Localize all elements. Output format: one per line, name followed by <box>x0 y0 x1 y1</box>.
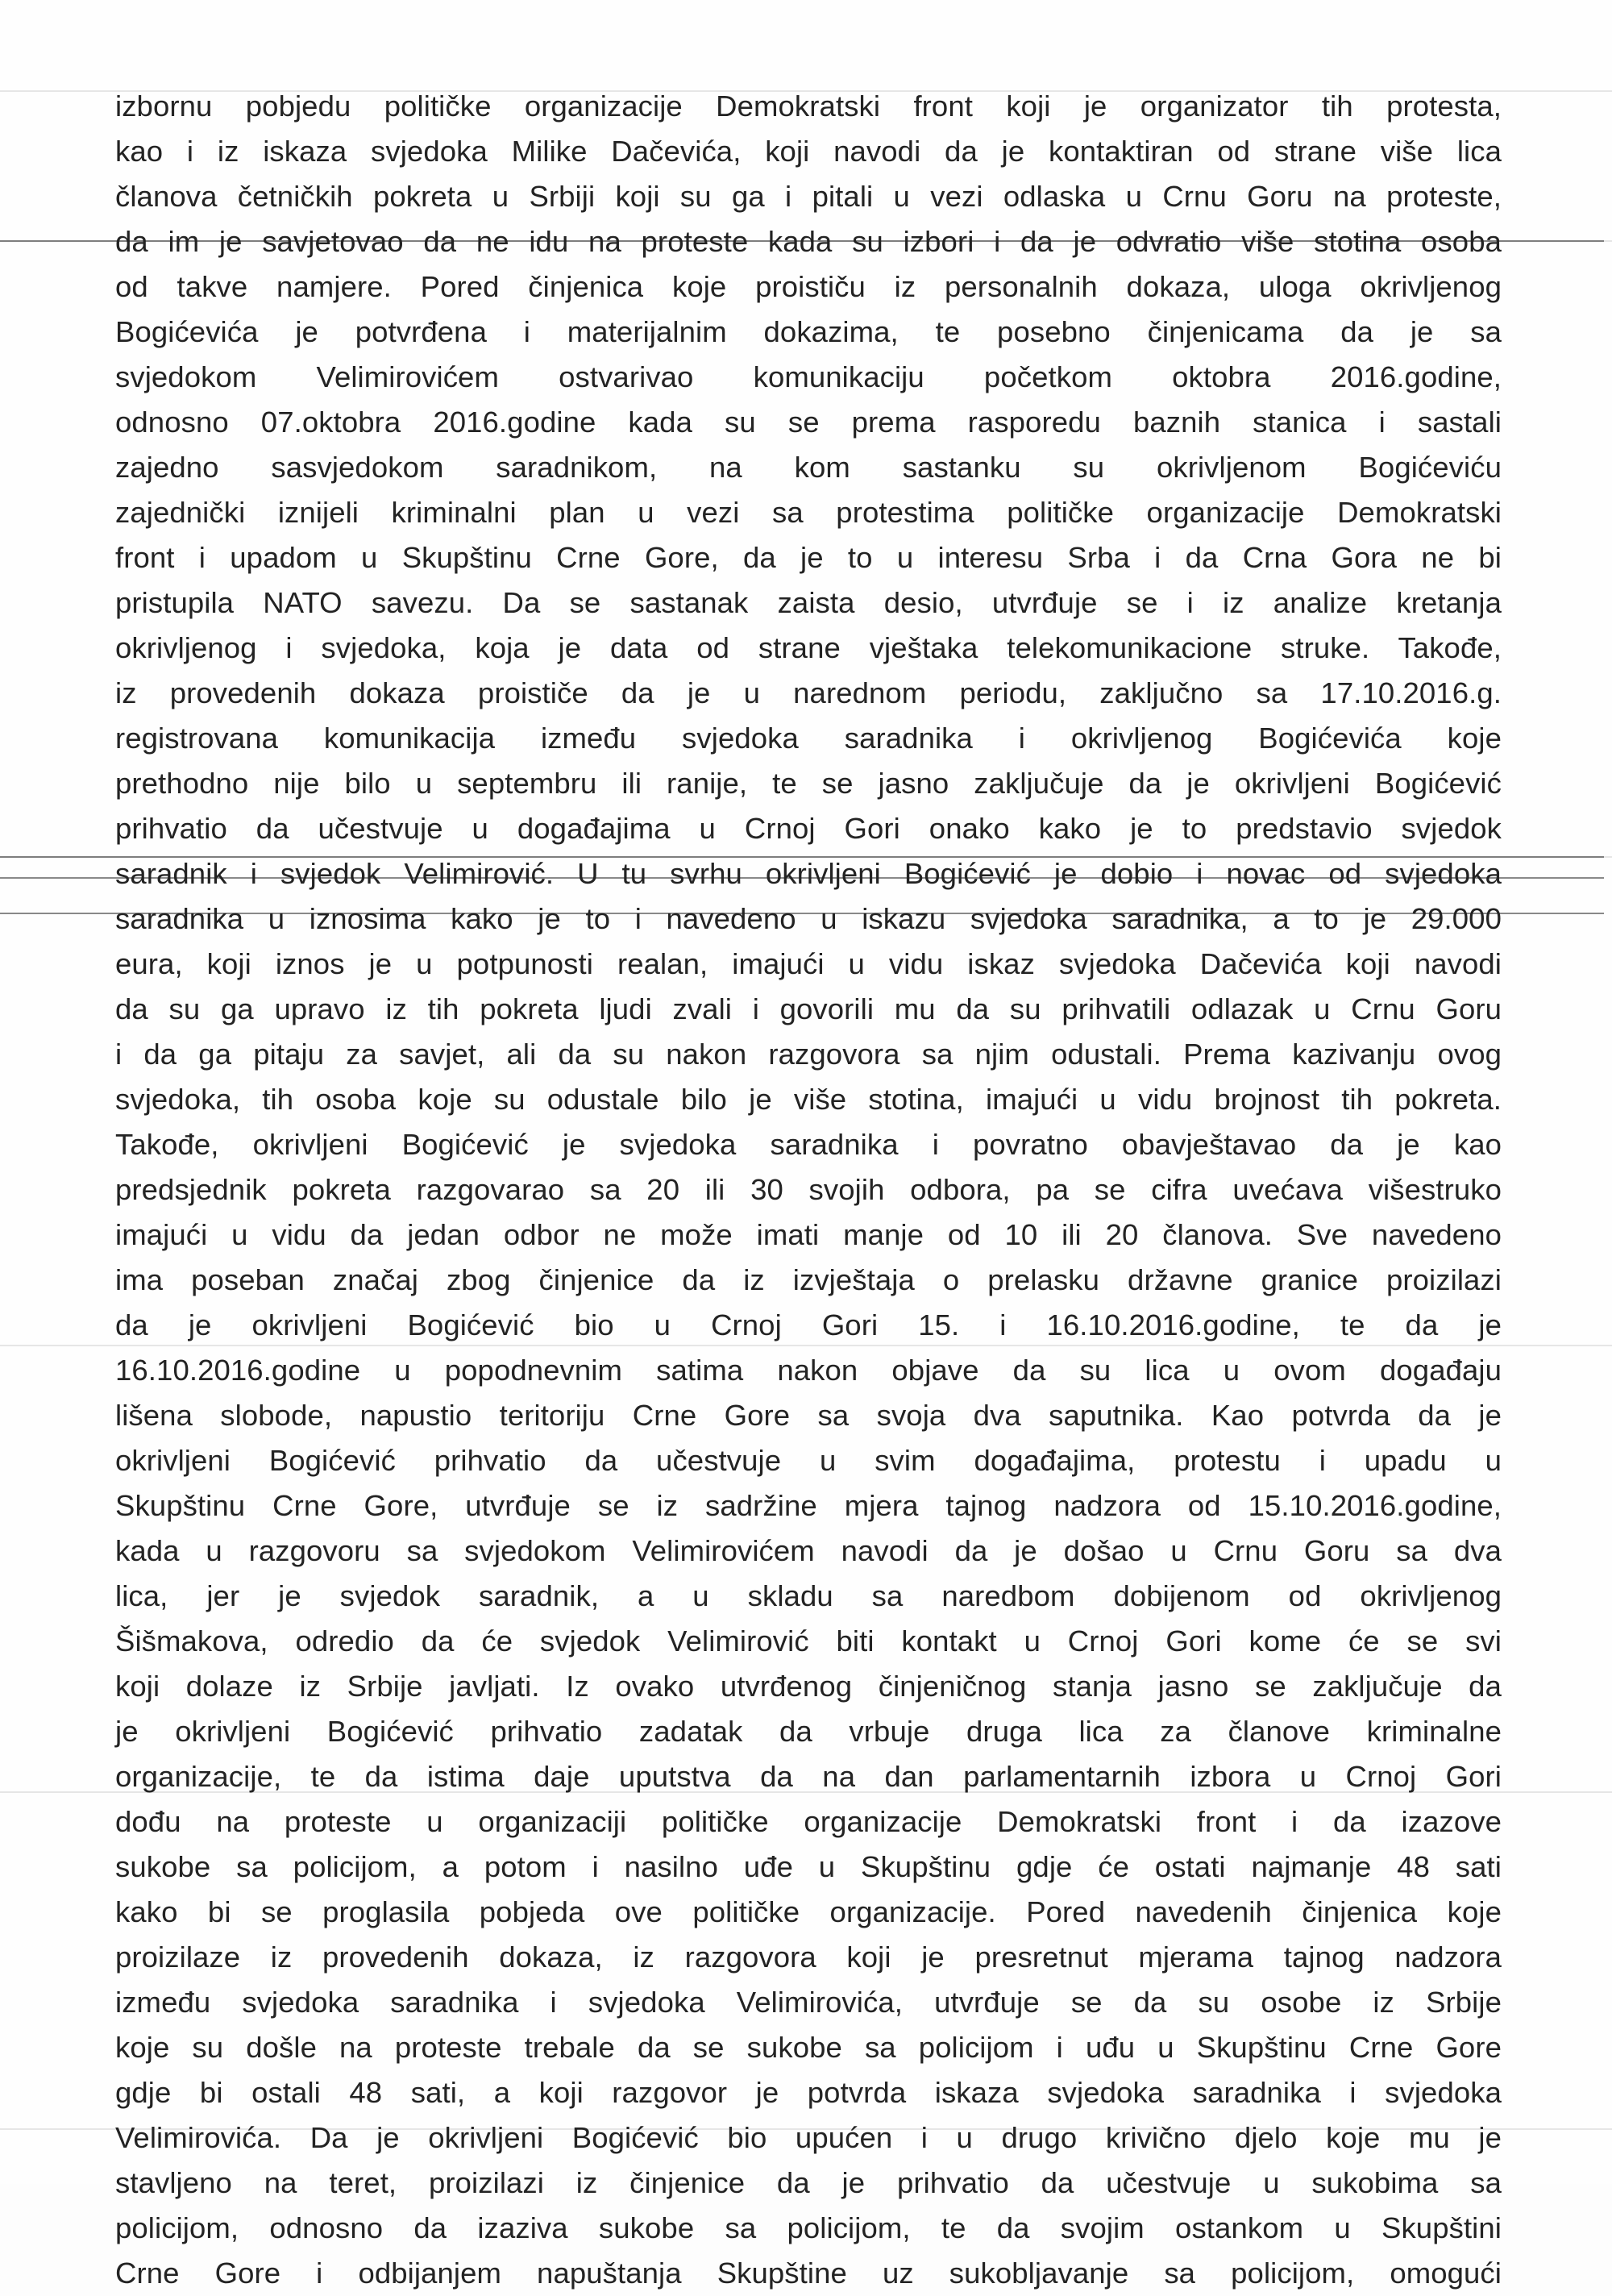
text-line: da je okrivljeni Bogićević bio u Crnoj Gori 15. i 16.10.2016.godine, te da je <box>115 1308 1502 1341</box>
text-line: Skupštinu Crne Gore, utvrđuje se iz sadržine mjera tajnog nadzora od 15.10.2016.godine, <box>115 1489 1502 1522</box>
text-line: članova četničkih pokreta u Srbiji koji su ga i pitali u vezi odlaska u Crnu Goru na proteste, <box>115 180 1502 213</box>
text-line: odnosno 07.oktobra 2016.godine kada su se prema rasporedu baznih stanica i sastali <box>115 406 1502 439</box>
text-line: imajući u vidu da jedan odbor ne može imati manje od 10 ili 20 članova. Sve navedeno <box>115 1218 1502 1251</box>
text-line: registrovana komunikacija između svjedoka saradnika i okrivljenog Bogićevića koje <box>115 722 1502 755</box>
text-line: koji dolaze iz Srbije javljati. Iz ovako utvrđenog činjeničnog stanja jasno se zaključuje da <box>115 1670 1502 1703</box>
text-line: prethodno nije bilo u septembru ili ranije, te se jasno zaključuje da je okrivljeni Bogićević <box>115 767 1502 800</box>
text-line: da su ga upravo iz tih pokreta ljudi zvali i govorili mu da su prihvatili odlazak u Crnu Goru <box>115 992 1502 1025</box>
text-line: front i upadom u Skupštinu Crne Gore, da je to u interesu Srba i da Crna Gora ne bi <box>115 541 1502 574</box>
text-line: iz provedenih dokaza proističe da je u narednom periodu, zaključno sa 17.10.2016.g. <box>115 676 1502 709</box>
text-line: sukobe sa policijom, a potom i nasilno uđe u Skupštinu gdje će ostati najmanje 48 sati <box>115 1850 1502 1883</box>
text-line: pristupila NATO savezu. Da se sastanak zaista desio, utvrđuje se i iz analize kretanja <box>115 586 1502 619</box>
text-line: predsjednik pokreta razgovarao sa 20 ili 30 svojih odbora, pa se cifra uvećava višestruko <box>115 1173 1502 1206</box>
text-line: i da ga pitaju za savjet, ali da su nakon razgovora sa njim odustali. Prema kazivanju ovog <box>115 1038 1502 1071</box>
text-line: Takođe, okrivljeni Bogićević je svjedoka saradnika i povratno obavještavao da je kao <box>115 1128 1502 1161</box>
text-line: zajedno sasvjedokom saradnikom, na kom sastanku su okrivljenom Bogićeviću <box>115 451 1502 484</box>
text-line: lica, jer je svjedok saradnik, a u skladu sa naredbom dobijenom od okrivljenog <box>115 1579 1502 1612</box>
text-line: eura, koji iznos je u potpunosti realan, imajući u vidu iskaz svjedoka Dačevića koji navodi <box>115 947 1502 980</box>
text-line: organizacije, te da istima daje uputstva da na dan parlamentarnih izbora u Crnoj Gori <box>115 1760 1502 1793</box>
document-body <box>115 84 1502 2296</box>
text-line: Šišmakova, odredio da će svjedok Velimirović biti kontakt u Crnoj Gori kome će se svi <box>115 1624 1502 1658</box>
text-line: da im je savjetovao da ne idu na proteste kada su izbori i da je odvratio više stotina osoba <box>115 225 1502 258</box>
text-line: Crne Gore i odbijanjem napuštanja Skupštine uz sukobljavanje sa policijom, omogući <box>115 2256 1502 2290</box>
text-line: ima poseban značaj zbog činjenice da iz izvještaja o prelasku državne granice proizilazi <box>115 1263 1502 1296</box>
text-line: kada u razgovoru sa svjedokom Velimirovićem navodi da je došao u Crnu Goru sa dva <box>115 1534 1502 1567</box>
text-line: 16.10.2016.godine u popodnevnim satima nakon objave da su lica u ovom događaju <box>115 1354 1502 1387</box>
text-line: izbornu pobjedu političke organizacije Demokratski front koji je organizator tih protesta, <box>115 89 1502 123</box>
text-line: lišena slobode, napustio teritoriju Crne Gore sa svoja dva saputnika. Kao potvrda da je <box>115 1399 1502 1432</box>
text-line: kao i iz iskaza svjedoka Milike Dačevića, koji navodi da je kontaktiran od strane više lica <box>115 135 1502 168</box>
text-line: od takve namjere. Pored činjenica koje proističu iz personalnih dokaza, uloga okrivljenog <box>115 270 1502 303</box>
text-line: između svjedoka saradnika i svjedoka Velimirovića, utvrđuje se da su osobe iz Srbije <box>115 1986 1502 2019</box>
text-line: saradnik i svjedok Velimirović. U tu svrhu okrivljeni Bogićević je dobio i novac od svjedoka <box>115 857 1502 890</box>
text-line: kako bi se proglasila pobjeda ove političke organizacije. Pored navedenih činjenica koje <box>115 1895 1502 1928</box>
text-line: Velimirovića. Da je okrivljeni Bogićević bio upućen i u drugo krivično djelo koje mu je <box>115 2121 1502 2154</box>
text-line: Bogićevića je potvrđena i materijalnim dokazima, te posebno činjenicama da je sa <box>115 315 1502 348</box>
text-line: zajednički iznijeli kriminalni plan u vezi sa protestima političke organizacije Demokratski <box>115 496 1502 529</box>
text-line: proizilaze iz provedenih dokaza, iz razgovora koji je presretnut mjerama tajnog nadzora <box>115 1940 1502 1974</box>
text-line: stavljeno na teret, proizilazi iz činjenice da je prihvatio da učestvuje u sukobima sa <box>115 2166 1502 2199</box>
text-line: je okrivljeni Bogićević prihvatio zadatak da vrbuje druga lica za članove kriminalne <box>115 1715 1502 1748</box>
text-line: dođu na proteste u organizaciji političke organizacije Demokratski front i da izazove <box>115 1805 1502 1838</box>
text-line: koje su došle na proteste trebale da se sukobe sa policijom i uđu u Skupštinu Crne Gore <box>115 2031 1502 2064</box>
text-line: saradnika u iznosima kako je to i navedeno u iskazu svjedoka saradnika, a to je 29.000 <box>115 902 1502 935</box>
text-line: gdje bi ostali 48 sati, a koji razgovor je potvrda iskaza svjedoka saradnika i svjedoka <box>115 2076 1502 2109</box>
text-line: svjedokom Velimirovićem ostvarivao komunikaciju početkom oktobra 2016.godine, <box>115 360 1502 393</box>
text-line: prihvatio da učestvuje u događajima u Crnoj Gori onako kako je to predstavio svjedok <box>115 812 1502 845</box>
text-line: policijom, odnosno da izaziva sukobe sa policijom, te da svojim ostankom u Skupštini <box>115 2211 1502 2244</box>
text-line: svjedoka, tih osoba koje su odustale bilo je više stotina, imajući u vidu brojnost tih pokreta. <box>115 1083 1502 1116</box>
text-line: okrivljenog i svjedoka, koja je data od strane vještaka telekomunikacione struke. Takođe, <box>115 631 1502 664</box>
text-line: okrivljeni Bogićević prihvatio da učestvuje u svim događajima, protestu i upadu u <box>115 1444 1502 1477</box>
